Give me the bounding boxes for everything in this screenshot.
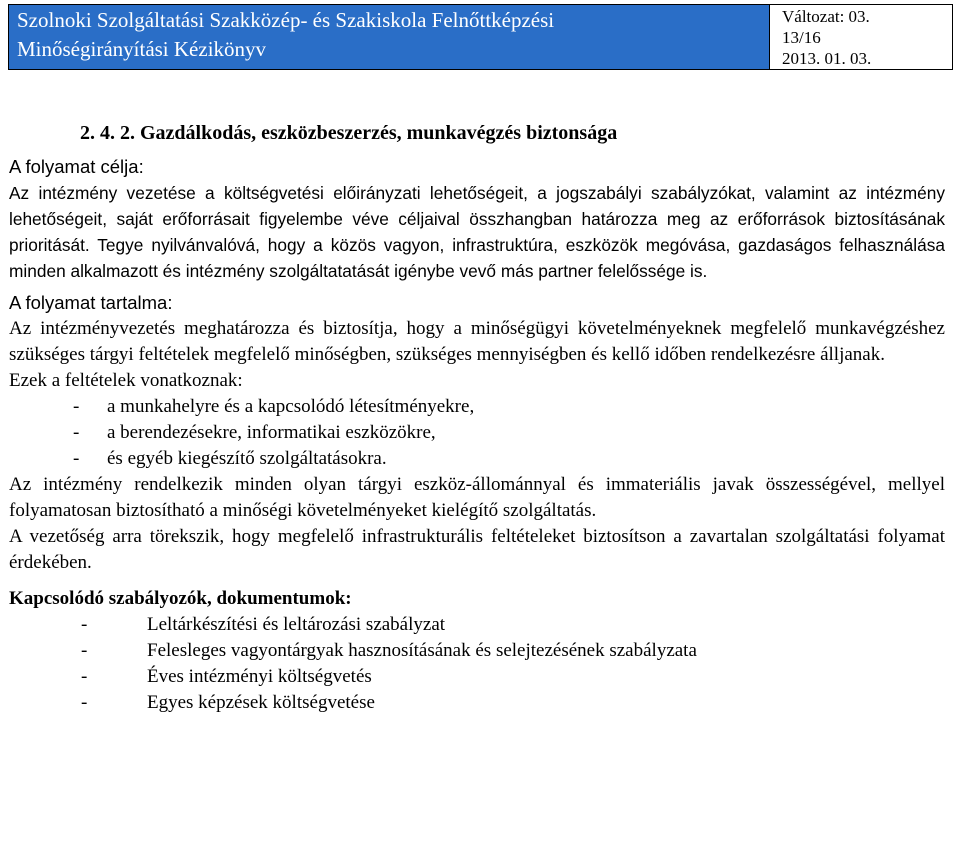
header-version: Változat: 03. xyxy=(782,7,870,26)
list-dash: - xyxy=(73,396,80,417)
list-item: - Egyes képzések költségvetése xyxy=(9,690,945,716)
related-docs-label: Kapcsolódó szabályozók, dokumentumok: xyxy=(9,588,352,609)
header-school-name: Szolnoki Szolgáltatási Szakközép- és Szakiskola Felnőttképzési xyxy=(17,8,555,32)
list-dash: - xyxy=(81,640,88,661)
content-paragraph-1: Az intézményvezetés meghatározza és biztosítja, hogy a minőségügyi követelményeknek megfelelő munkavégzéshez szükséges tárgyi feltételek megfelelő minőségben, szükséges mennyiségben és kellő időben rendelkezésre álljanak. xyxy=(9,318,945,365)
list-item: - a berendezésekre, informatikai eszközökre, xyxy=(9,420,945,446)
list-dash: - xyxy=(81,666,88,687)
conditions-intro: Ezek a feltételek vonatkoznak: xyxy=(9,370,243,391)
page-header xyxy=(8,4,953,70)
header-page-number: 13/16 xyxy=(782,28,821,47)
header-meta-block xyxy=(770,5,952,69)
list-item: - és egyéb kiegészítő szolgáltatásokra. xyxy=(9,446,945,472)
content-label: A folyamat tartalma: xyxy=(9,292,173,313)
conditions-list xyxy=(9,394,945,472)
list-item: - Felesleges vagyontárgyak hasznosításának és selejtezésének szabályzata xyxy=(9,638,945,664)
goal-paragraph-part1: Az intézmény vezetése a költségvetési előirányzati lehetőségeit, a jogszabályi szabályzókat, valamint az intézmény lehetőségeit, saját erőforrásait figyelembe véve céljaival összhangban határozza meg az erőforrások biztosításának prioritását. xyxy=(9,183,945,255)
section-title: 2. 4. 2. Gazdálkodás, eszközbeszerzés, munkavégzés biztonsága xyxy=(80,122,618,144)
list-item: - Éves intézményi költségvetés xyxy=(9,664,945,690)
header-manual-name: Minőségirányítási Kézikönyv xyxy=(17,37,267,61)
list-dash: - xyxy=(81,614,88,635)
header-date: 2013. 01. 03. xyxy=(782,49,872,68)
content-paragraph-2: Az intézmény rendelkezik minden olyan tárgyi eszköz-állománnyal és immateriális javak összességével, mellyel folyamatosan biztosítható a minőségi követelményeket kielégítő szolgáltatás. xyxy=(9,474,945,521)
list-item: - Leltárkészítési és leltározási szabályzat xyxy=(9,612,945,638)
related-docs-list xyxy=(9,612,945,716)
document-body xyxy=(9,118,945,716)
content-paragraph-3: A vezetőség arra törekszik, hogy megfelelő infrastrukturális feltételeket biztosítson a zavartalan szolgáltatási folyamat érdekében. xyxy=(9,526,945,573)
list-item: - a munkahelyre és a kapcsolódó létesítményekre, xyxy=(9,394,945,420)
goal-paragraph-part2: Tegye nyilvánvalóvá, hogy a közös vagyon, infrastruktúra, eszközök megóvása, gazdaságos felhasználása minden alkalmazott és intézmény szolgáltatatását igénybe vevő más partner felelőssége is. xyxy=(9,235,945,281)
goal-paragraph xyxy=(9,180,945,284)
header-title-block xyxy=(9,5,769,69)
list-dash: - xyxy=(81,692,88,713)
goal-label: A folyamat célja: xyxy=(9,156,144,177)
list-dash: - xyxy=(73,448,80,469)
list-dash: - xyxy=(73,422,80,443)
